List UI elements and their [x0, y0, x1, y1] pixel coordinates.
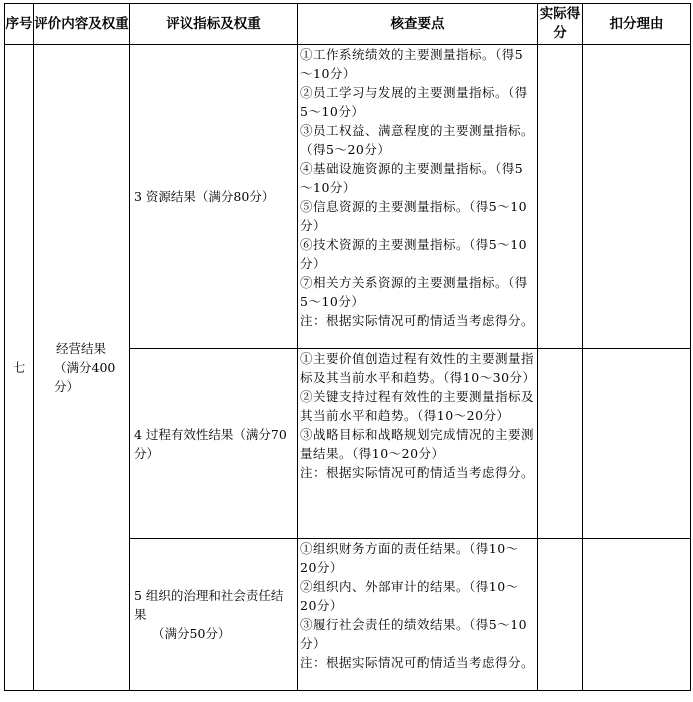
- check-point-item: ②员工学习与发展的主要测量指标。（得5～10分）: [300, 85, 528, 119]
- check-point-item: ⑤信息资源的主要测量指标。（得5～10分）: [300, 199, 528, 233]
- check-point-note: 注：根据实际情况可酌情适当考虑得分。: [300, 655, 535, 670]
- check-point-item: ③战略目标和战略规划完成情况的主要测量结果。（得10～20分）: [300, 427, 535, 461]
- indicator-title: 5 组织的治理和社会责任结果: [134, 588, 284, 622]
- header-indicator: 评议指标及权重: [130, 4, 298, 45]
- header-row: [5, 4, 691, 45]
- check-point-item: ⑥技术资源的主要测量指标。（得5～10分）: [300, 237, 528, 271]
- deduction-reason-cell[interactable]: [583, 45, 691, 349]
- check-points-cell: [298, 539, 538, 691]
- check-point-item: ③履行社会责任的绩效结果。（得5～10分）: [300, 617, 528, 651]
- check-point-item: ①工作系统绩效的主要测量指标。（得5～10分）: [300, 47, 524, 81]
- check-point-item: ①主要价值创造过程有效性的主要测量指标及其当前水平和趋势。（得10～30分）: [300, 351, 536, 385]
- indicator-cell: [130, 539, 298, 691]
- header-deduction-reason: 扣分理由: [583, 4, 691, 45]
- header-actual-score: 实际得分: [538, 4, 583, 45]
- deduction-reason-cell[interactable]: [583, 539, 691, 691]
- seq-cell: 七: [5, 45, 34, 691]
- actual-score-cell[interactable]: [538, 349, 583, 539]
- check-point-item: ⑦相关方关系资源的主要测量指标。（得5～10分）: [300, 275, 528, 309]
- check-point-note: 注：根据实际情况可酌情适当考虑得分。: [300, 313, 535, 328]
- check-point-item: ②关键支持过程有效性的主要测量指标及其当前水平和趋势。（得10～20分）: [300, 389, 535, 423]
- deduction-reason-cell[interactable]: [583, 349, 691, 539]
- table-row: [5, 45, 691, 349]
- check-point-item: ①组织财务方面的责任结果。（得10～20分）: [300, 541, 519, 575]
- evaluation-table: [4, 3, 691, 691]
- indicator-cell: 3 资源结果（满分80分）: [130, 45, 298, 349]
- actual-score-cell[interactable]: [538, 539, 583, 691]
- check-point-item: ④基础设施资源的主要测量指标。（得5～10分）: [300, 161, 524, 195]
- actual-score-cell[interactable]: [538, 45, 583, 349]
- check-point-note: 注：根据实际情况可酌情适当考虑得分。: [300, 465, 535, 480]
- check-point-item: ③员工权益、满意程度的主要测量指标。（得5～20分）: [300, 123, 535, 157]
- header-seq: 序号: [5, 4, 34, 45]
- check-points-cell: [298, 45, 538, 349]
- indicator-score: （满分50分）: [152, 626, 231, 641]
- header-category: 评价内容及权重: [34, 4, 130, 45]
- category-name: 经营结果: [56, 341, 107, 356]
- category-score: （满分400分）: [54, 360, 116, 394]
- check-point-item: ②组织内、外部审计的结果。（得10～20分）: [300, 579, 519, 613]
- header-check-points: 核查要点: [298, 4, 538, 45]
- indicator-cell: 4 过程有效性结果（满分70分）: [130, 349, 298, 539]
- category-cell: [34, 45, 130, 691]
- check-points-cell: [298, 349, 538, 539]
